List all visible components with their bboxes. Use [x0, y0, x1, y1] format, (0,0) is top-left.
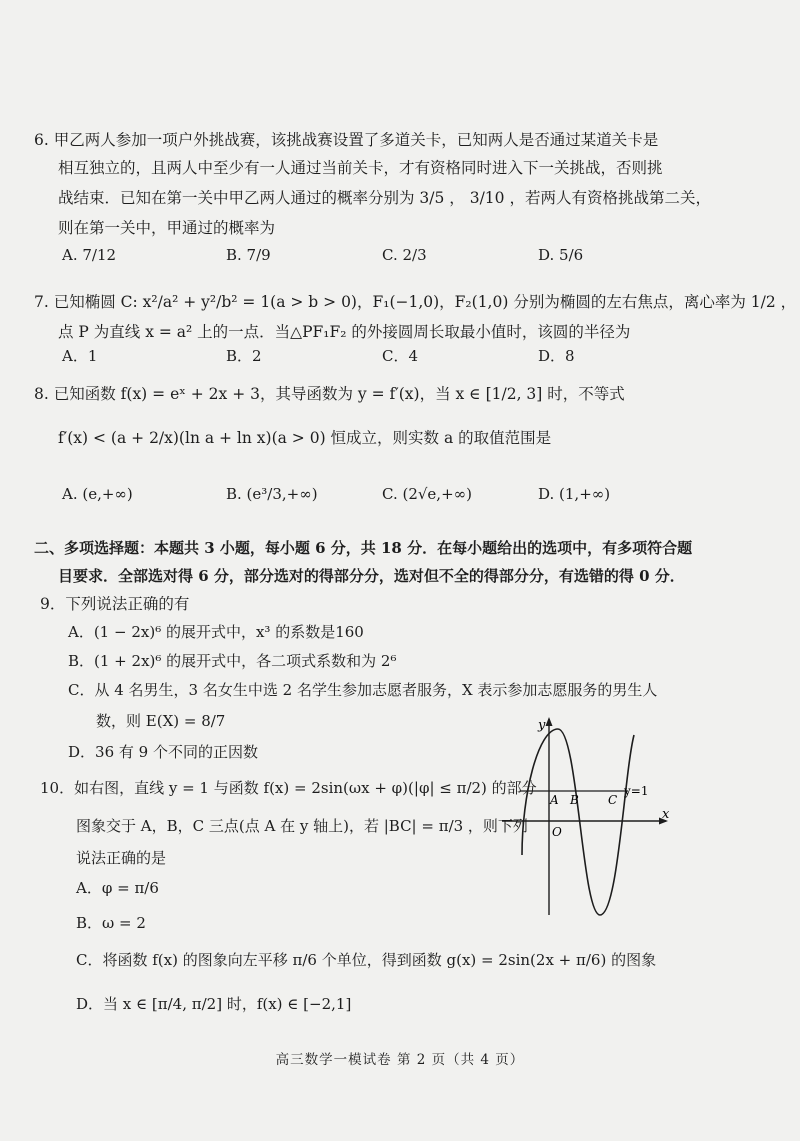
q7-option-d[interactable]: D．8 [538, 347, 575, 365]
q6-line-1: 6. 甲乙两人参加一项户外挑战赛，该挑战赛设置了多道关卡，已知两人是否通过某道关卡是 [34, 131, 659, 149]
line-y1-label: y=1 [624, 784, 649, 798]
q6-option-b[interactable]: B. 7/9 [226, 246, 271, 264]
q8-line-1: 8. 已知函数 f(x) = eˣ + 2x + 3，其导函数为 y = f′(x)，当 x ∈ [1/2, 3] 时，不等式 [34, 385, 625, 403]
q6-option-c[interactable]: C. 2/3 [382, 246, 427, 264]
q10-line-2: 图象交于 A，B，C 三点(点 A 在 y 轴上)，若 |BC| = π/3 ，则下列 [76, 817, 528, 835]
q8-option-b[interactable]: B. (e³/3,+∞) [226, 485, 318, 503]
q10-option-c[interactable]: C．将函数 f(x) 的图象向左平移 π/6 个单位，得到函数 g(x) = 2sin(2x + π/6) 的图象 [76, 951, 657, 969]
q8-number: 8. [34, 385, 49, 403]
sine-curve [522, 729, 634, 915]
y-axis-label: y [538, 718, 546, 733]
q7-option-b[interactable]: B．2 [226, 347, 262, 365]
q6-option-a[interactable]: A. 7/12 [62, 246, 117, 264]
q6-option-d[interactable]: D. 5/6 [538, 246, 584, 264]
q8-option-a[interactable]: A. (e,+∞) [62, 485, 133, 503]
q10-option-b[interactable]: B．ω = 2 [76, 914, 146, 932]
q9-option-c[interactable]: C．从 4 名男生，3 名女生中选 2 名学生参加志愿者服务，X 表示参加志愿服务的男生人 [68, 681, 658, 699]
page-footer: 高三数学一模试卷 第 2 页（共 4 页） [275, 1052, 525, 1068]
q7-line-1: 7. 已知椭圆 C: x²/a² + y²/b² = 1(a > b > 0)，F₁(−1,0)，F₂(1,0) 分别为椭圆的左右焦点，离心率为 1/2 ， [34, 293, 797, 311]
q8-option-c[interactable]: C. (2√e,+∞) [382, 485, 472, 503]
q6-number: 6. [34, 131, 49, 149]
sine-graph-figure [500, 715, 680, 920]
q6-line-4: 则在第一关中，甲通过的概率为 [58, 219, 276, 237]
section2-instructions-1: 二、多项选择题：本题共 3 小题，每小题 6 分，共 18 分．在每小题给出的选项中，有多项符合题 [34, 539, 693, 557]
q9-option-b[interactable]: B．(1 + 2x)⁶ 的展开式中，各二项式系数和为 2⁶ [68, 652, 397, 670]
section2-instructions-2: 目要求．全部选对得 6 分，部分选对的得部分分，选对但不全的得部分分，有选错的得 0 分． [58, 567, 685, 585]
q7-option-a[interactable]: A．1 [62, 347, 98, 365]
q7-number: 7. [34, 293, 49, 311]
q9-stem: 9．下列说法正确的有 [40, 595, 190, 613]
point-a-label: A [550, 793, 559, 807]
q8-line-2: f′(x) < (a + 2/x)(ln a + ln x)(a > 0) 恒成立，则实数 a 的取值范围是 [58, 429, 552, 447]
q10-line-3: 说法正确的是 [76, 849, 167, 867]
q6-line-2: 相互独立的，且两人中至少有一人通过当前关卡，才有资格同时进入下一关挑战，否则挑 [58, 159, 663, 177]
y-axis-arrow [546, 717, 553, 726]
q10-option-d[interactable]: D．当 x ∈ [π/4, π/2] 时，f(x) ∈ [−2,1] [76, 995, 352, 1013]
origin-label: O [552, 825, 562, 839]
q9-option-a[interactable]: A．(1 − 2x)⁶ 的展开式中，x³ 的系数是160 [68, 623, 364, 641]
x-axis-label: x [662, 807, 670, 822]
q6-line-3: 战结束．已知在第一关中甲乙两人通过的概率分别为 3/5 ， 3/10 ，若两人有资格挑战第二关， [58, 189, 711, 207]
point-c-label: C [608, 793, 618, 807]
q7-line-2: 点 P 为直线 x = a² 上的一点．当△PF₁F₂ 的外接圆周长取最小值时，该圆的半径为 [58, 323, 631, 341]
q9-option-c-cont: 数，则 E(X) = 8/7 [96, 712, 226, 730]
q9-option-d[interactable]: D．36 有 9 个不同的正因数 [68, 743, 258, 761]
point-b-label: B [570, 793, 579, 807]
q8-option-d[interactable]: D. (1,+∞) [538, 485, 611, 503]
q10-line-1: 10．如右图，直线 y = 1 与函数 f(x) = 2sin(ωx + φ)(|φ| ≤ π/2) 的部分 [40, 779, 537, 797]
q7-option-c[interactable]: C．4 [382, 347, 419, 365]
q10-option-a[interactable]: A．φ = π/6 [76, 879, 159, 897]
